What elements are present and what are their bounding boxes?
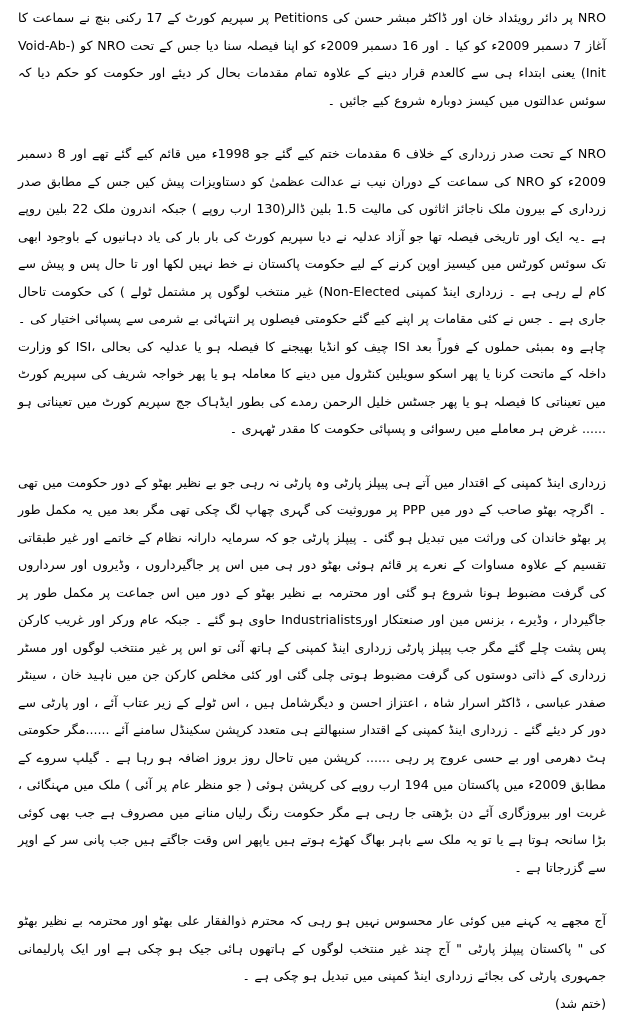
closing-mark: (ختم شد) [18,990,606,1017]
paragraph-conclusion: آج مجھے یہ کہنے میں کوئی عار محسوس نہیں ہو رہی کہ محترم ذوالفقار علی بھٹو اور محترمہ بے نظیر بھٹو کی " پاکستان پیپلز پارٹی " آج چند غیر منتخب لوگوں کے ہاتھوں ہائی جیک ہو چکی ہے اور ایک پارلیمانی جمہوری پارٹی کی بجائے زرداری اینڈ کمپنی میں تبدیل ہو چکی ہے ۔ [18,907,606,990]
paragraph-nro-cases-zardari: NRO کے تحت صدر زرداری کے خلاف 6 مقدمات ختم کیے گئے جو 1998ء میں قائم کیے گئے تھے اور 8 دسمبر 2009ء کو NRO کی سماعت کے دوران نیب نے عدالت عظمیٰ کو دستاویزات پیش کیں جس کے مطابق صدر زرداری کے بیرون ملک ناجائز اثاثوں کی مالیت 1.5 بلین ڈالر(130 ارب روپے ) جبکہ اندرون ملک 22 بلین روپے ہے ۔یہ ایک اور تاریخی فیصلہ تھا جو آزاد عدلیہ نے دیا سپریم کورٹ کی بار بار کی یاد دہانیوں کے باوجود ابھی تک سوئس کورٹس میں کیسیز اوپن کرنے کے لیے حکومت پاکستان نے خط نہیں لکھا اور تا حال پس و پیش سے کام لے رہی ہے ۔ زرداری اینڈ کمپنی Non-Elected) غیر منتخب لوگوں پر مشتمل ٹولے ) کی حکومت تاحال جاری ہے ۔ جس نے کئی مقامات پر اپنے کیے گئے حکومتی فیصلوں پر انتہائی بے شرمی سے پسپائی اختیار کی ۔چاہے وہ بمبئی حملوں کے فوراً بعد ISI چیف کو انڈیا بھیجنے کا فیصلہ ہو یا عدلیہ کی بحالی ،ISI کو وزارت داخلہ کے ماتحت کرنا یا پھر اسکو سویلین کنٹرول میں دینے کا معاملہ ہو یا پھر خواجہ شریف کی سپریم کورٹ میں تعیناتی کا فیصلہ ہو یا پھر جسٹس خلیل الرحمن رمدے کی بطور ایڈہاک جج سپریم کورٹ میں تعیناتی ہو ...... غرض ہر معاملے میں رسوائی و پسپائی حکومت کا مقدر ٹھہری ۔ [18,140,606,443]
paragraph-nro-petitions: NRO پر دائر رویئداد خان اور ڈاکٹر مبشر حسن کی Petitions پر سپریم کورٹ کے 17 رکنی بنچ نے سماعت کا آغاز 7 دسمبر 2009ء کو کیا ۔ اور 16 دسمبر 2009ء کو اپنا فیصلہ سنا دیا جس کے تحت NRO کو (Void-Ab-Init) یعنی ابتداء ہی سے کالعدم قرار دینے کے علاوہ تمام مقدمات بحال کر دیئے اور حکومت کو حکم دیا کہ سوئس عدالتوں میں کیسز دوبارہ شروع کیے جائیں ۔ [18,4,606,114]
paragraph-ppp-transformation: زرداری اینڈ کمپنی کے اقتدار میں آتے ہی پیپلز پارٹی وہ پارٹی نہ رہی جو بے نظیر بھٹو کے دور حکومت میں تھی ۔ اگرچہ بھٹو صاحب کے دور میں PPP پر موروثیت کی گہری چھاپ لگ چکی تھی مگر بعد میں یہ مکمل طور پر بھٹو خاندان کی وراثت میں تبدیل ہو گئی ۔ پیپلز پارٹی جو کہ سرمایہ دارانہ نظام کے خاتمے اور غیر طبقاتی تقسیم کے علاوہ مساوات کے نعرے پر قائم ہوئی بھٹو دور ہی میں اس پر جاگیرداروں ، وڈیروں اور سرداروں کی گرفت مضبوط ہونا شروع ہو گئی اور محترمہ بے نظیر بھٹو کے دور میں اس جماعت پر مکمل طور پر جاگیردار ، وڈیرے ، بزنس مین اور صنعتکار اورIndustrialists حاوی ہو گئے ۔ جبکہ عام ورکر اور غریب کارکن پس پشت چلے گئے مگر جب پیپلز پارٹی زرداری اینڈ کمپنی کے ہاتھ آئی تو اس پر غیر منتخب لوگوں اور مسٹر زرداری کے ذاتی دوستوں کی گرفت مضبوط ہوتی چلی گئی اور کئی مخلص کارکن جن میں ناہید خان ، سینٹر صفدر عباسی ، ڈاکٹر اسرار شاہ ، اعتزاز احسن و دیگرشامل ہیں ، اس ٹولے کے زیر عتاب آئے ، اور پارٹی سے دور کر دیئے گئے ۔ زرداری اینڈ کمپنی کے اقتدار سنبھالتے ہی متعدد کرپشن سکینڈل سامنے آئے ......مگر حکومتی ہٹ دھرمی اور بے حسی عروج پر رہی ...... کرپشن میں تاحال روز بروز اضافہ ہو رہا ہے ۔ گیلپ سروے کے مطابق 2009ء میں پاکستان میں 194 ارب روپے کی کرپشن ہوئی ( جو منظر عام پر آئی ) ملک میں مہنگائی ، غربت اور بیروزگاری آئے دن بڑھتی جا رہی ہے مگر حکومت رنگ رلیاں منانے میں مصروف ہے جب بھی کوئی بڑا سانحہ ہوتا ہے یا تو یہ ملک سے باہر بھاگ کھڑے ہوتے ہیں یاپھر اس وقت جاگتے ہیں جب پانی سر کے اوپر سے گزرجاتا ہے ۔ [18,469,606,882]
